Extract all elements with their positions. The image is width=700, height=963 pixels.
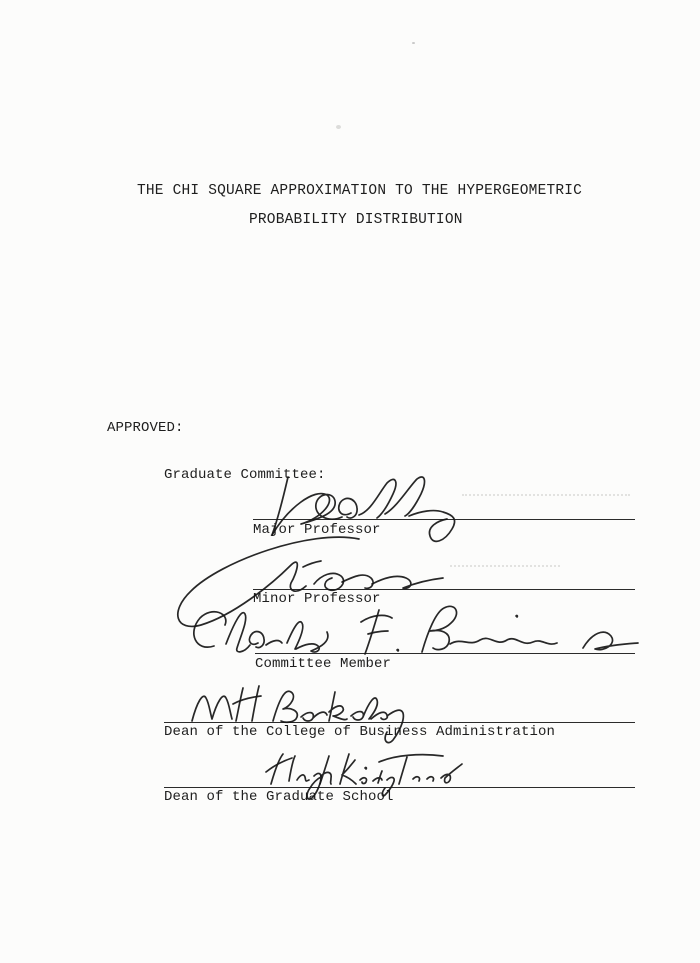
signature-label-major-professor: Major Professor	[253, 522, 381, 538]
signature-committee-member	[183, 603, 645, 665]
signature-dean-graduate	[261, 751, 468, 803]
scan-noise-dashes	[462, 494, 630, 496]
scan-noise-dashes	[450, 565, 560, 567]
signature-label-minor-professor: Minor Professor	[253, 591, 381, 607]
graduate-committee-heading: Graduate Committee:	[164, 467, 326, 483]
signature-label-committee-member: Committee Member	[255, 656, 392, 672]
signature-dean-business	[188, 683, 460, 749]
document-title-line1: THE CHI SQUARE APPROXIMATION TO THE HYPERGEOMETRIC	[137, 183, 583, 199]
signature-label-dean-graduate: Dean of the Graduate School	[164, 789, 394, 805]
scan-speckle	[412, 42, 415, 44]
signature-label-dean-business: Dean of the College of Business Administration	[164, 724, 556, 740]
document-title-line2: PROBABILITY DISTRIBUTION	[249, 212, 463, 228]
approved-heading: APPROVED:	[107, 420, 184, 436]
scan-speckle	[336, 125, 341, 129]
